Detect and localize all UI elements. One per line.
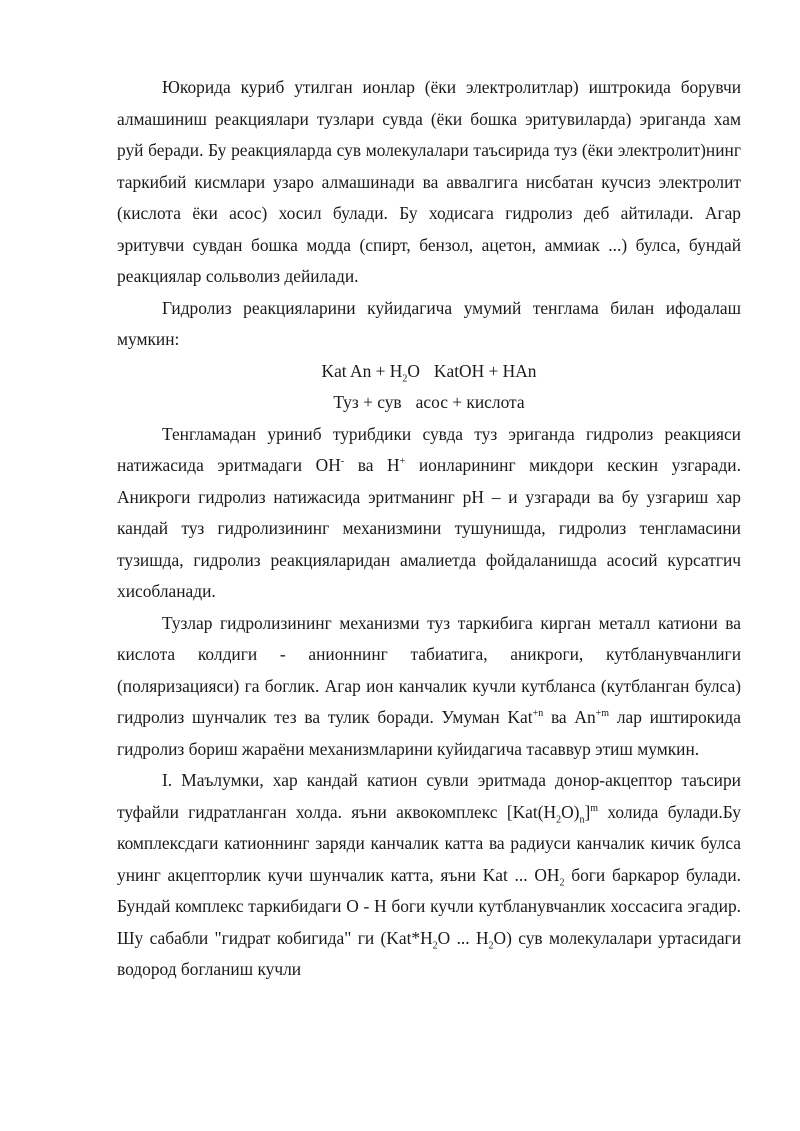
equation-left: Kat An + H	[321, 360, 403, 381]
superscript: +n	[532, 708, 544, 720]
equation-words	[117, 387, 741, 419]
text-run: O ... H	[437, 927, 489, 948]
paragraph-hydrolysis-intro: Юкорида куриб утилган ионлар (ёки электролитлар) иштрокида борувчи алмашиниш реакциялари тузлари сувда (ёки бошка эритувиларда) эриганда хам руй беради. Бу реакцияларда сув молекулалари таъсирида туз (ёки электролит)нинг таркибий кисмлари узаро алмашинади ва аввалгига нисбатан кучсиз электролит (кислота ёки асос) хосил булади. Бу ходисага гидролиз деб айтилади. Агар эритувчи сувдан бошка модда (спирт, бензол, ацетон, аммиак ...) булса, бундай реакциялар сольволиз дейилади.	[117, 77, 741, 286]
subscript: 2	[559, 876, 565, 888]
equation-words-right: асос + кислота	[415, 392, 525, 412]
equation-hydrolysis	[117, 356, 741, 388]
equation-right: KatOH + HAn	[433, 360, 537, 381]
text-run: лар иштирокида гидролиз бориш жараёни механизмларини куйидагича тасаввур этиш мумкин.	[117, 707, 741, 759]
subscript: 2	[556, 813, 562, 825]
subscript: 2	[432, 939, 438, 951]
subscript: n	[579, 813, 585, 825]
text-run: O) сув молекулалари уртасидаги водород богланиш кучли	[117, 927, 741, 979]
superscript: +m	[595, 708, 610, 720]
equation-words-left: Туз + сув	[333, 392, 402, 412]
paragraph-mechanism	[117, 608, 741, 766]
text-run: боги баркарор булади. Бундай комплекс таркибидаги O - H боги кучли кутбланувчанлик хоссасига эгадир. Шу сабабли "гидрат кобигида" ги (Kat*H	[117, 864, 742, 948]
subscript: 2	[488, 939, 494, 951]
equation-subscript: 2	[402, 372, 408, 384]
document-page	[117, 72, 741, 986]
text-run: Тузлар гидролизининг механизми туз таркибига кирган металл катиони ва кислота колдиги - анионнинг табиатига, аникроги, кутбланувчанлиги (поляризацияси) га боглик. Агар ион канчалик кучли кутбланса (кутбланган булса) гидролиз шунчалик тез ва тулик боради. Умуман Kat	[117, 612, 741, 727]
superscript: +	[399, 456, 406, 468]
text-run: I. Маълумки, хар кандай катион сувли эритмада донор-акцептор таъсири туфайли гидратланган холда. яъни аквокомплекс [Kat(H	[117, 770, 741, 822]
text-run: Тенгламадан уриниб турибдики сувда туз эриганда гидролиз реакцияси натижасида эритмадаги OH	[117, 423, 741, 475]
equation-left-end: O	[407, 360, 420, 381]
paragraph-ph-change	[117, 419, 741, 608]
superscript: -	[340, 456, 345, 468]
paragraph-general-equation: Гидролиз реакцияларини куйидагича умумий тенглама билан ифодалаш мумкин:	[117, 297, 741, 349]
text-run: ионларининг микдори кескин узгаради. Аникроги гидролиз натижасида эритманинг pH – и узгаради ва бу узгариш хар кандай туз гидролизининг механизмини тушунишда, гидролиз тенгламасини тузишда, гидролиз реакцияларидан амалиетда фойдаланишда асосий курсатгич хисобланади.	[117, 455, 741, 601]
text-run: ва An	[543, 707, 596, 727]
text-run: ва H	[344, 455, 400, 475]
text-run: ]	[584, 801, 591, 822]
text-run: O)	[561, 801, 580, 822]
paragraph-aquocomplex	[117, 765, 741, 986]
text-run: холида булади.Бу комплексдаги катионнинг заряди канчалик катта ва радиуси канчалик кичик булса унинг акцепторлик кучи шунчалик катта, яъни Kat ... OH	[117, 801, 741, 885]
superscript: m	[590, 802, 599, 814]
